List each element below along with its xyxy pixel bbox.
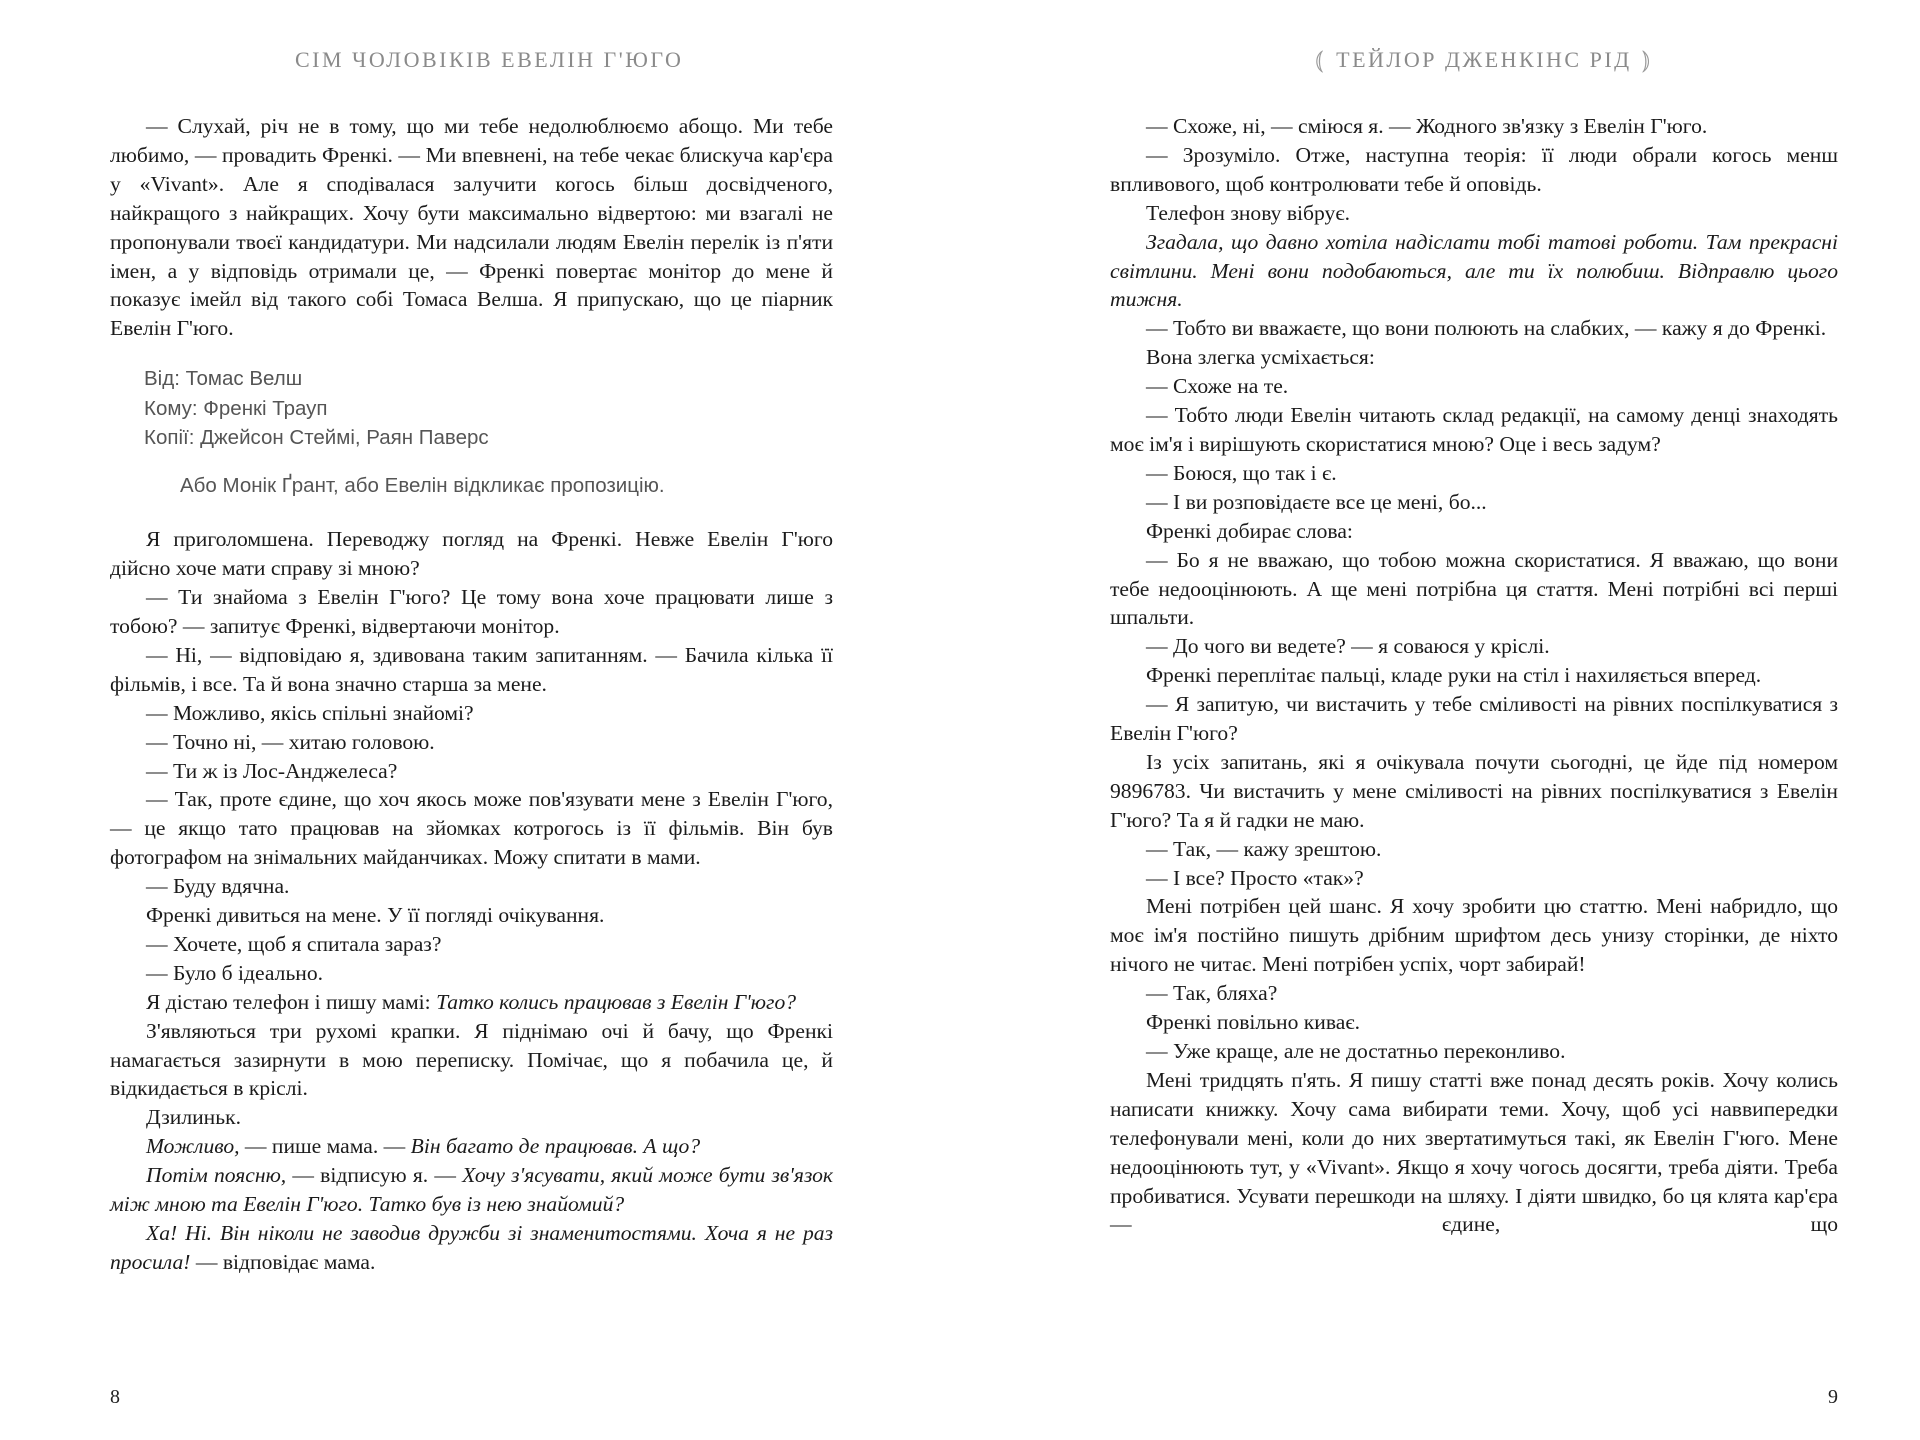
left-running-head-text: СІМ ЧОЛОВІКІВ ЕВЕЛІН Г'ЮГО [295, 47, 684, 72]
paragraph: Я приголомшена. Переводжу погляд на Френкі. Невже Евелін Г'юго дійсно хоче мати справу зі мною? [110, 527, 833, 581]
paragraph: — Хочете, щоб я спитала зараз? [146, 931, 442, 956]
right-bracket-ornament-icon: ⦆ [1641, 44, 1653, 74]
paragraph: Телефон знову вібрує. [1146, 200, 1351, 225]
paragraph: — Слухай, річ не в тому, що ми тебе недолюблюємо абощо. Ми тебе любимо, — провадить Френкі. — Ми впевнені, на тебе чекає блискуча кар'єра у «Vivant». Але я сподівалася залучити когось більш досвідченого, найкращого з найкращих. Хочу бути максимально відвертою: ми взагалі не пропонували твоєї кандидатури. Ми надсилали людям Евелін перелік із п'яти імен, а у відповідь отримали це, — Френкі повертає монітор до мене й показує імейл від такого собі Томаса Велша. Я припускаю, що це піарник Евелін Г'юго. [110, 114, 833, 341]
paragraph: — Боюся, що так і є. [1146, 460, 1337, 485]
right-running-head-text: ТЕЙЛОР ДЖЕНКІНС РІД [1336, 47, 1632, 72]
paragraph: — Так, бляха? [1146, 981, 1278, 1006]
paragraph: Френкі добирає слова: [1146, 518, 1353, 543]
message-italic: Потім поясню, [146, 1163, 293, 1188]
sms-lead: Я дістаю телефон і пишу мамі: [146, 989, 437, 1014]
paragraph-sms [110, 988, 833, 1017]
right-page [1110, 0, 1838, 1440]
paragraph: — Ти знайома з Евелін Г'юго? Це тому вона хоче працювати лише з тобою? — запитує Френкі, відвертаючи монітор. [110, 585, 833, 638]
message-normal: — пише мама. — [244, 1134, 411, 1159]
paragraph: — Точно ні, — хитаю головою. [146, 729, 435, 754]
paragraph: — Тобто ви вважаєте, що вони полюють на слабких, — кажу я до Френкі. [1146, 316, 1827, 341]
paragraph: Мені потрібен цей шанс. Я хочу зробити цю статтю. Мені набридло, що моє ім'я постійно пишуть дрібним шрифтом десь унизу сторінки, де ніхто нічого не читає. Мені потрібен успіх, чорт забирай! [1110, 894, 1838, 977]
paragraph: — До чого ви ведете? — я соваюся у кріслі. [1146, 634, 1550, 659]
paragraph: — Ти ж із Лос-Анджелеса? [146, 758, 398, 783]
paragraph: — Можливо, якісь спільні знайомі? [146, 700, 474, 725]
paragraph: Дзилиньк. [146, 1105, 241, 1130]
paragraph: Із усіх запитань, які я очікувала почути сьогодні, це йде під номером 9896783. Чи вистачить у мене сміливості на рівних поспілкуватися з Евелін Г'юго? Та я й гадки не маю. [1110, 749, 1838, 832]
right-page-number: 9 [1828, 1386, 1838, 1408]
paragraph-message [110, 1132, 833, 1161]
message-normal: — відписую я. — [292, 1163, 463, 1188]
email-cc: Копії: Джейсон Стеймі, Раян Паверс [144, 426, 489, 450]
paragraph-message [110, 1219, 833, 1277]
sms-text: Татко колись працював з Евелін Г'юго? [436, 989, 797, 1014]
left-page-number: 8 [110, 1386, 120, 1408]
paragraph-message [110, 1161, 833, 1219]
paragraph: — Зрозуміло. Отже, наступна теорія: її люди обрали когось менш впливового, щоб контролювати тебе й оповідь. [1110, 142, 1838, 196]
message-normal: — відповідає мама. [195, 1249, 376, 1274]
message-italic: Ха! Ні. Він ніколи не заводив дружби зі знаменитостями. Хоча я не раз просила! [110, 1221, 833, 1274]
paragraph: — Буду вдячна. [146, 874, 290, 899]
paragraph: З'являються три рухомі крапки. Я піднімаю очі й бачу, що Френкі намагається зазирнути в мою переписку. Помічає, що я побачила це, й відкидається в кріслі. [110, 1018, 833, 1101]
paragraph: — Бо я не вважаю, що тобою можна скористатися. Я вважаю, що вони тебе недооцінюють. А ще мені потрібна ця стаття. Мені потрібні всі перші шпальти. [1110, 547, 1838, 630]
message-italic: Хочу з'ясувати, який може бути зв'язок між мною та Евелін Г'юго. Татко був із нею знайомий? [110, 1163, 833, 1217]
paragraph: — Схоже на те. [1146, 374, 1289, 399]
paragraph: — Так, — кажу зрештою. [1146, 836, 1382, 861]
paragraph: — Ні, — відповідаю я, здивована таким запитанням. — Бачила кілька її фільмів, і все. Та й вона значно старша за мене. [110, 642, 833, 696]
message-italic: Він багато де працював. А що? [410, 1134, 701, 1159]
right-body-text [1110, 112, 1838, 1239]
right-running-head [1305, 40, 1663, 80]
left-page [110, 0, 833, 1440]
paragraph-italic-message: Згадала, що давно хотіла надіслати тобі татові роботи. Там прекрасні світлини. Мені вони подобаються, але ти їх полюбиш. Відправлю цього тижня. [1110, 229, 1838, 312]
paragraph: Мені тридцять п'ять. Я пишу статті вже понад десять років. Хочу колись написати книжку. Хочу сама вибирати теми. Хочу, щоб усі наввипередки телефонували мені, коли до них звертатимуться такі, як Евелін Г'юго. Мене недооцінюють тут, у «Vivant». Якщо я хочу чогось досягти, треба діяти. Треба пробиватися. Усувати перешкоди на шляху. І діяти швидко, бо ця клята кар'єра — єдине, що [1110, 1067, 1838, 1237]
paragraph: — Уже краще, але не достатньо переконливо. [1146, 1039, 1566, 1063]
message-italic: Можливо, [146, 1134, 245, 1159]
left-body-text [110, 112, 833, 1277]
paragraph: — І ви розповідаєте все це мені, бо... [1146, 489, 1487, 514]
paragraph: Френкі переплітає пальці, кладе руки на стіл і нахиляється вперед. [1146, 663, 1762, 688]
paragraph: — І все? Просто «так»? [1146, 865, 1364, 890]
paragraph: — Тобто люди Евелін читають склад редакції, на самому денці знаходять моє ім'я і вирішують скористатися мною? Оце і весь задум? [1110, 403, 1838, 456]
paragraph: — Я запитую, чи вистачить у тебе сміливості на рівних поспілкуватися з Евелін Г'юго? [1110, 692, 1838, 746]
paragraph: Вона злегка усміхається: [1146, 345, 1375, 370]
paragraph: — Так, проте єдине, що хоч якось може пов'язувати мене з Евелін Г'юго, — це якщо тато працював на зйомках котрогось із її фільмів. Він був фотографом на знімальних майданчиках. Можу спитати в мами. [110, 787, 833, 870]
paragraph: Френкі повільно киває. [1146, 1010, 1361, 1035]
paragraph: — Було б ідеально. [146, 960, 324, 985]
paragraph: — Схоже, ні, — сміюся я. — Жодного зв'язку з Евелін Г'юго. [1146, 114, 1708, 138]
email-to: Кому: Френкі Трауп [144, 396, 328, 420]
email-body: Або Монік Ґрант, або Евелін відкликає пропозицію. [180, 473, 665, 497]
left-bracket-ornament-icon: ⦅ [1315, 44, 1327, 74]
email-from: Від: Томас Велш [144, 367, 303, 391]
left-running-head [295, 40, 683, 80]
email-header [144, 364, 833, 453]
paragraph: Френкі дивиться на мене. У її погляді очікування. [146, 903, 605, 928]
